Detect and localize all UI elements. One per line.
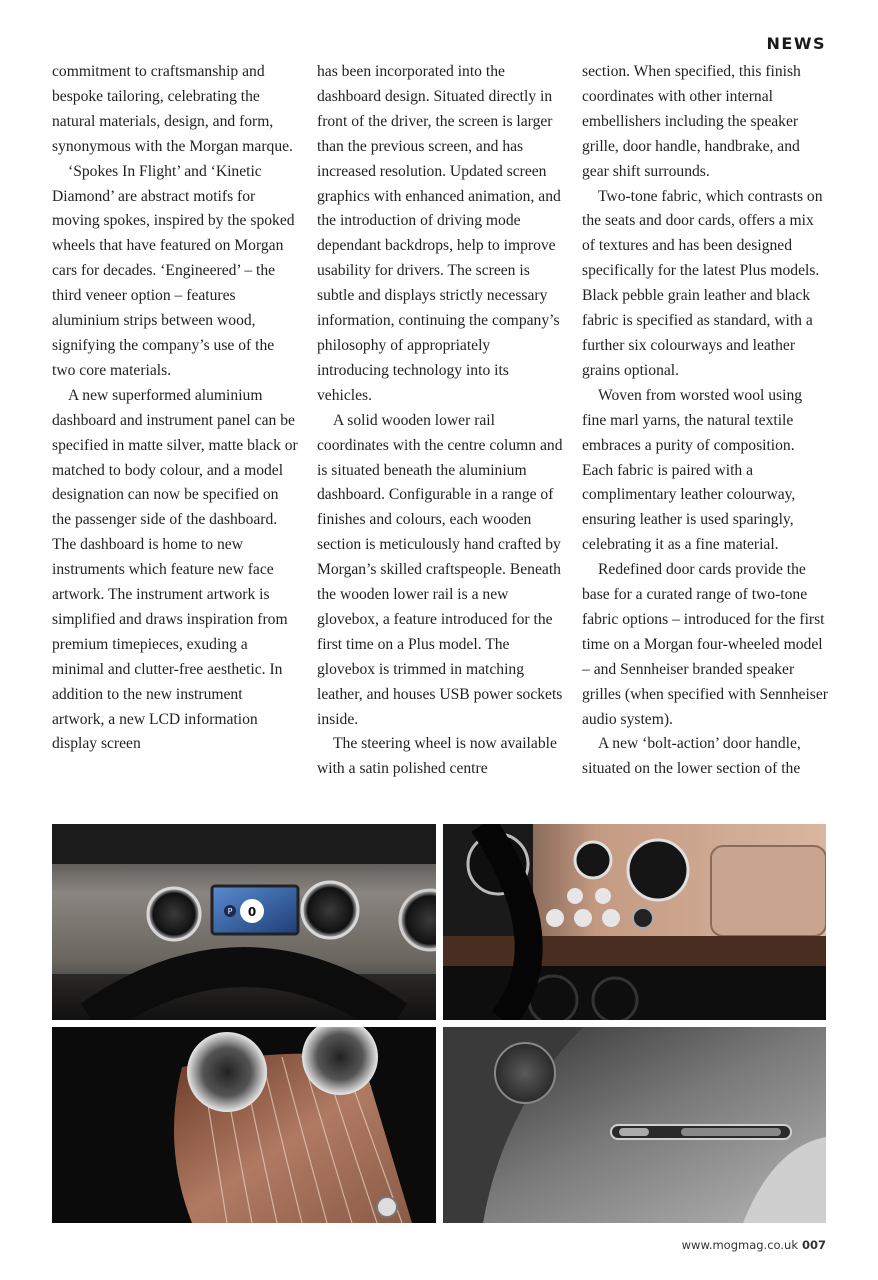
paragraph: The steering wheel is now available with a satin polished centre [317,735,557,778]
paragraph: A new ‘bolt-action’ door handle, situated on the lower section of the [582,735,801,778]
section-label: NEWS [766,34,826,53]
article-column-1 [52,60,298,757]
website-url: www.mogmag.co.uk [681,1238,798,1252]
paragraph: A new superformed aluminium dashboard and instrument panel can be specified in matte silver, matte black or matched to body colour, and a model designation can now be specified on the passenger side of the dashboard. The dashboard is home to new instruments which feature new face artwork. The instrument artwork is simplified and draws inspiration from premium timepieces, exuding a minimal and clutter-free aesthetic. In addition to the new instrument artwork, a new LCD information display screen [52,386,298,753]
display-speed-readout: 0 [247,905,257,919]
instrument-cluster-photo [52,824,436,1020]
paragraph: section. When specified, this finish coordinates with other internal embellishers including the speaker grille, door handle, handbrake, and gear shift surrounds. [582,63,801,180]
article-column-2 [317,60,563,782]
paragraph: commitment to craftsmanship and bespoke tailoring, celebrating the natural materials, design, and form, synonymous with the Morgan marque. [52,63,293,155]
wooden-console-photo [52,1027,436,1223]
dashboard-gauges-photo [443,824,826,1020]
display-gear-indicator: P [227,907,233,916]
door-card-photo [443,1027,826,1223]
page-number: 007 [801,1238,826,1252]
paragraph: Redefined door cards provide the base for a curated range of two-tone fabric options – introduced for the first time on a Morgan four-wheeled model – and Sennheiser branded speaker grilles (when specified with Sennheiser audio system). [582,561,828,728]
paragraph: A solid wooden lower rail coordinates with the centre column and is situated beneath the aluminium dashboard. Configurable in a range of finishes and colours, each wooden section is meticulously hand crafted by Morgan’s skilled craftspeople. Beneath the wooden lower rail is a new glovebox, a feature introduced for the first time on a Plus model. The glovebox is trimmed in matching leather, and houses USB power sockets inside. [317,411,563,728]
page-footer [682,1238,826,1252]
paragraph: Two-tone fabric, which contrasts on the seats and door cards, offers a mix of textures and has been designed specifically for the latest Plus models. Black pebble grain leather and black fabric is specified as standard, with a further six colourways and leather grains optional. [582,187,823,379]
paragraph: Woven from worsted wool using fine marl yarns, the natural textile embraces a purity of composition. Each fabric is paired with a complimentary leather colourway, ensuring leather is used sparingly, celebrating it as a fine material. [582,386,803,554]
article-column-3 [582,60,828,782]
paragraph: ‘Spokes In Flight’ and ‘Kinetic Diamond’ are abstract motifs for moving spokes, inspired by the spoked wheels that have featured on Morgan cars for decades. ‘Engineered’ – the third veneer option – features aluminium strips between wood, signifying the company’s use of the two core materials. [52,162,295,379]
paragraph: has been incorporated into the dashboard design. Situated directly in front of the driver, the screen is larger than the previous screen, and has increased resolution. Updated screen graphics with enhanced animation, and the introduction of driving mode dependant backdrops, help to improve usability for drivers. The screen is subtle and displays strictly necessary information, continuing the company’s philosophy of appropriately introducing technology into its vehicles. [317,63,561,404]
